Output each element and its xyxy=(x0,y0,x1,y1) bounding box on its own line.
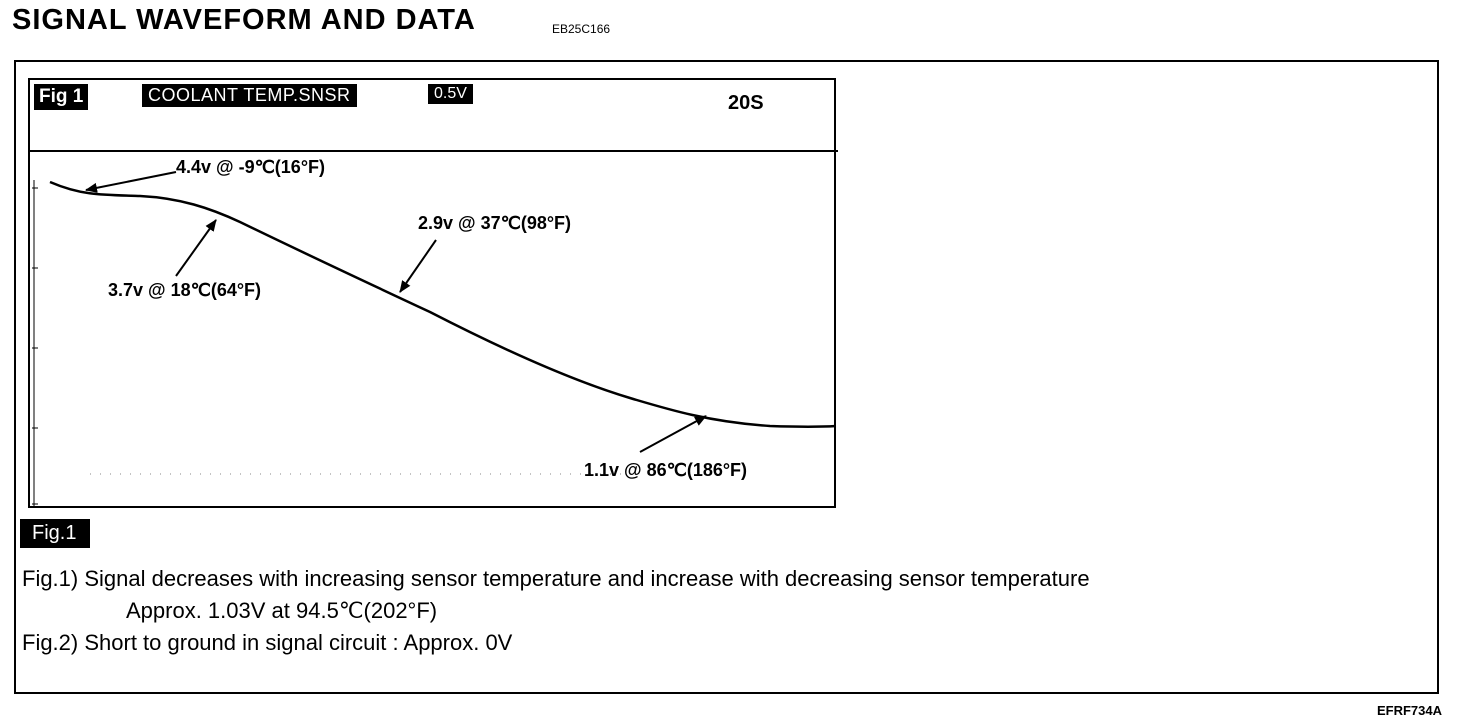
timebase-label: 20S xyxy=(728,92,764,114)
y-axis-ticks xyxy=(32,188,38,504)
annotation-label: 2.9v @ 37℃(98°F) xyxy=(418,213,572,233)
annotation-arrow xyxy=(400,240,436,292)
page-title: SIGNAL WAVEFORM AND DATA xyxy=(12,4,476,36)
oscilloscope-panel xyxy=(28,78,836,508)
annotation-arrow xyxy=(86,172,176,190)
note-line: Fig.1) Signal decreases with increasing sensor temperature and increase with decreasing sensor temperature xyxy=(22,566,1090,591)
figure-caption: Fig.1 xyxy=(20,519,90,548)
annotation-label: 4.4v @ -9℃(16°F) xyxy=(176,157,326,177)
voltage-scale-label: 0.5V xyxy=(428,84,473,104)
annotation-label: 1.1v @ 86℃(186°F) xyxy=(584,460,748,480)
annotation-arrow xyxy=(176,220,216,276)
note-line: Approx. 1.03V at 94.5℃(202°F) xyxy=(126,598,438,623)
sensor-label: COOLANT TEMP.SNSR xyxy=(142,84,357,107)
section-code: EB25C166 xyxy=(552,22,611,36)
note-line: Fig.2) Short to ground in signal circuit : Approx. 0V xyxy=(22,630,513,655)
reference-code: EFRF734A xyxy=(1376,703,1442,718)
annotation-label: 3.7v @ 18℃(64°F) xyxy=(108,280,262,300)
annotation-arrow xyxy=(640,416,706,452)
scope-fig-label: Fig 1 xyxy=(34,84,88,110)
